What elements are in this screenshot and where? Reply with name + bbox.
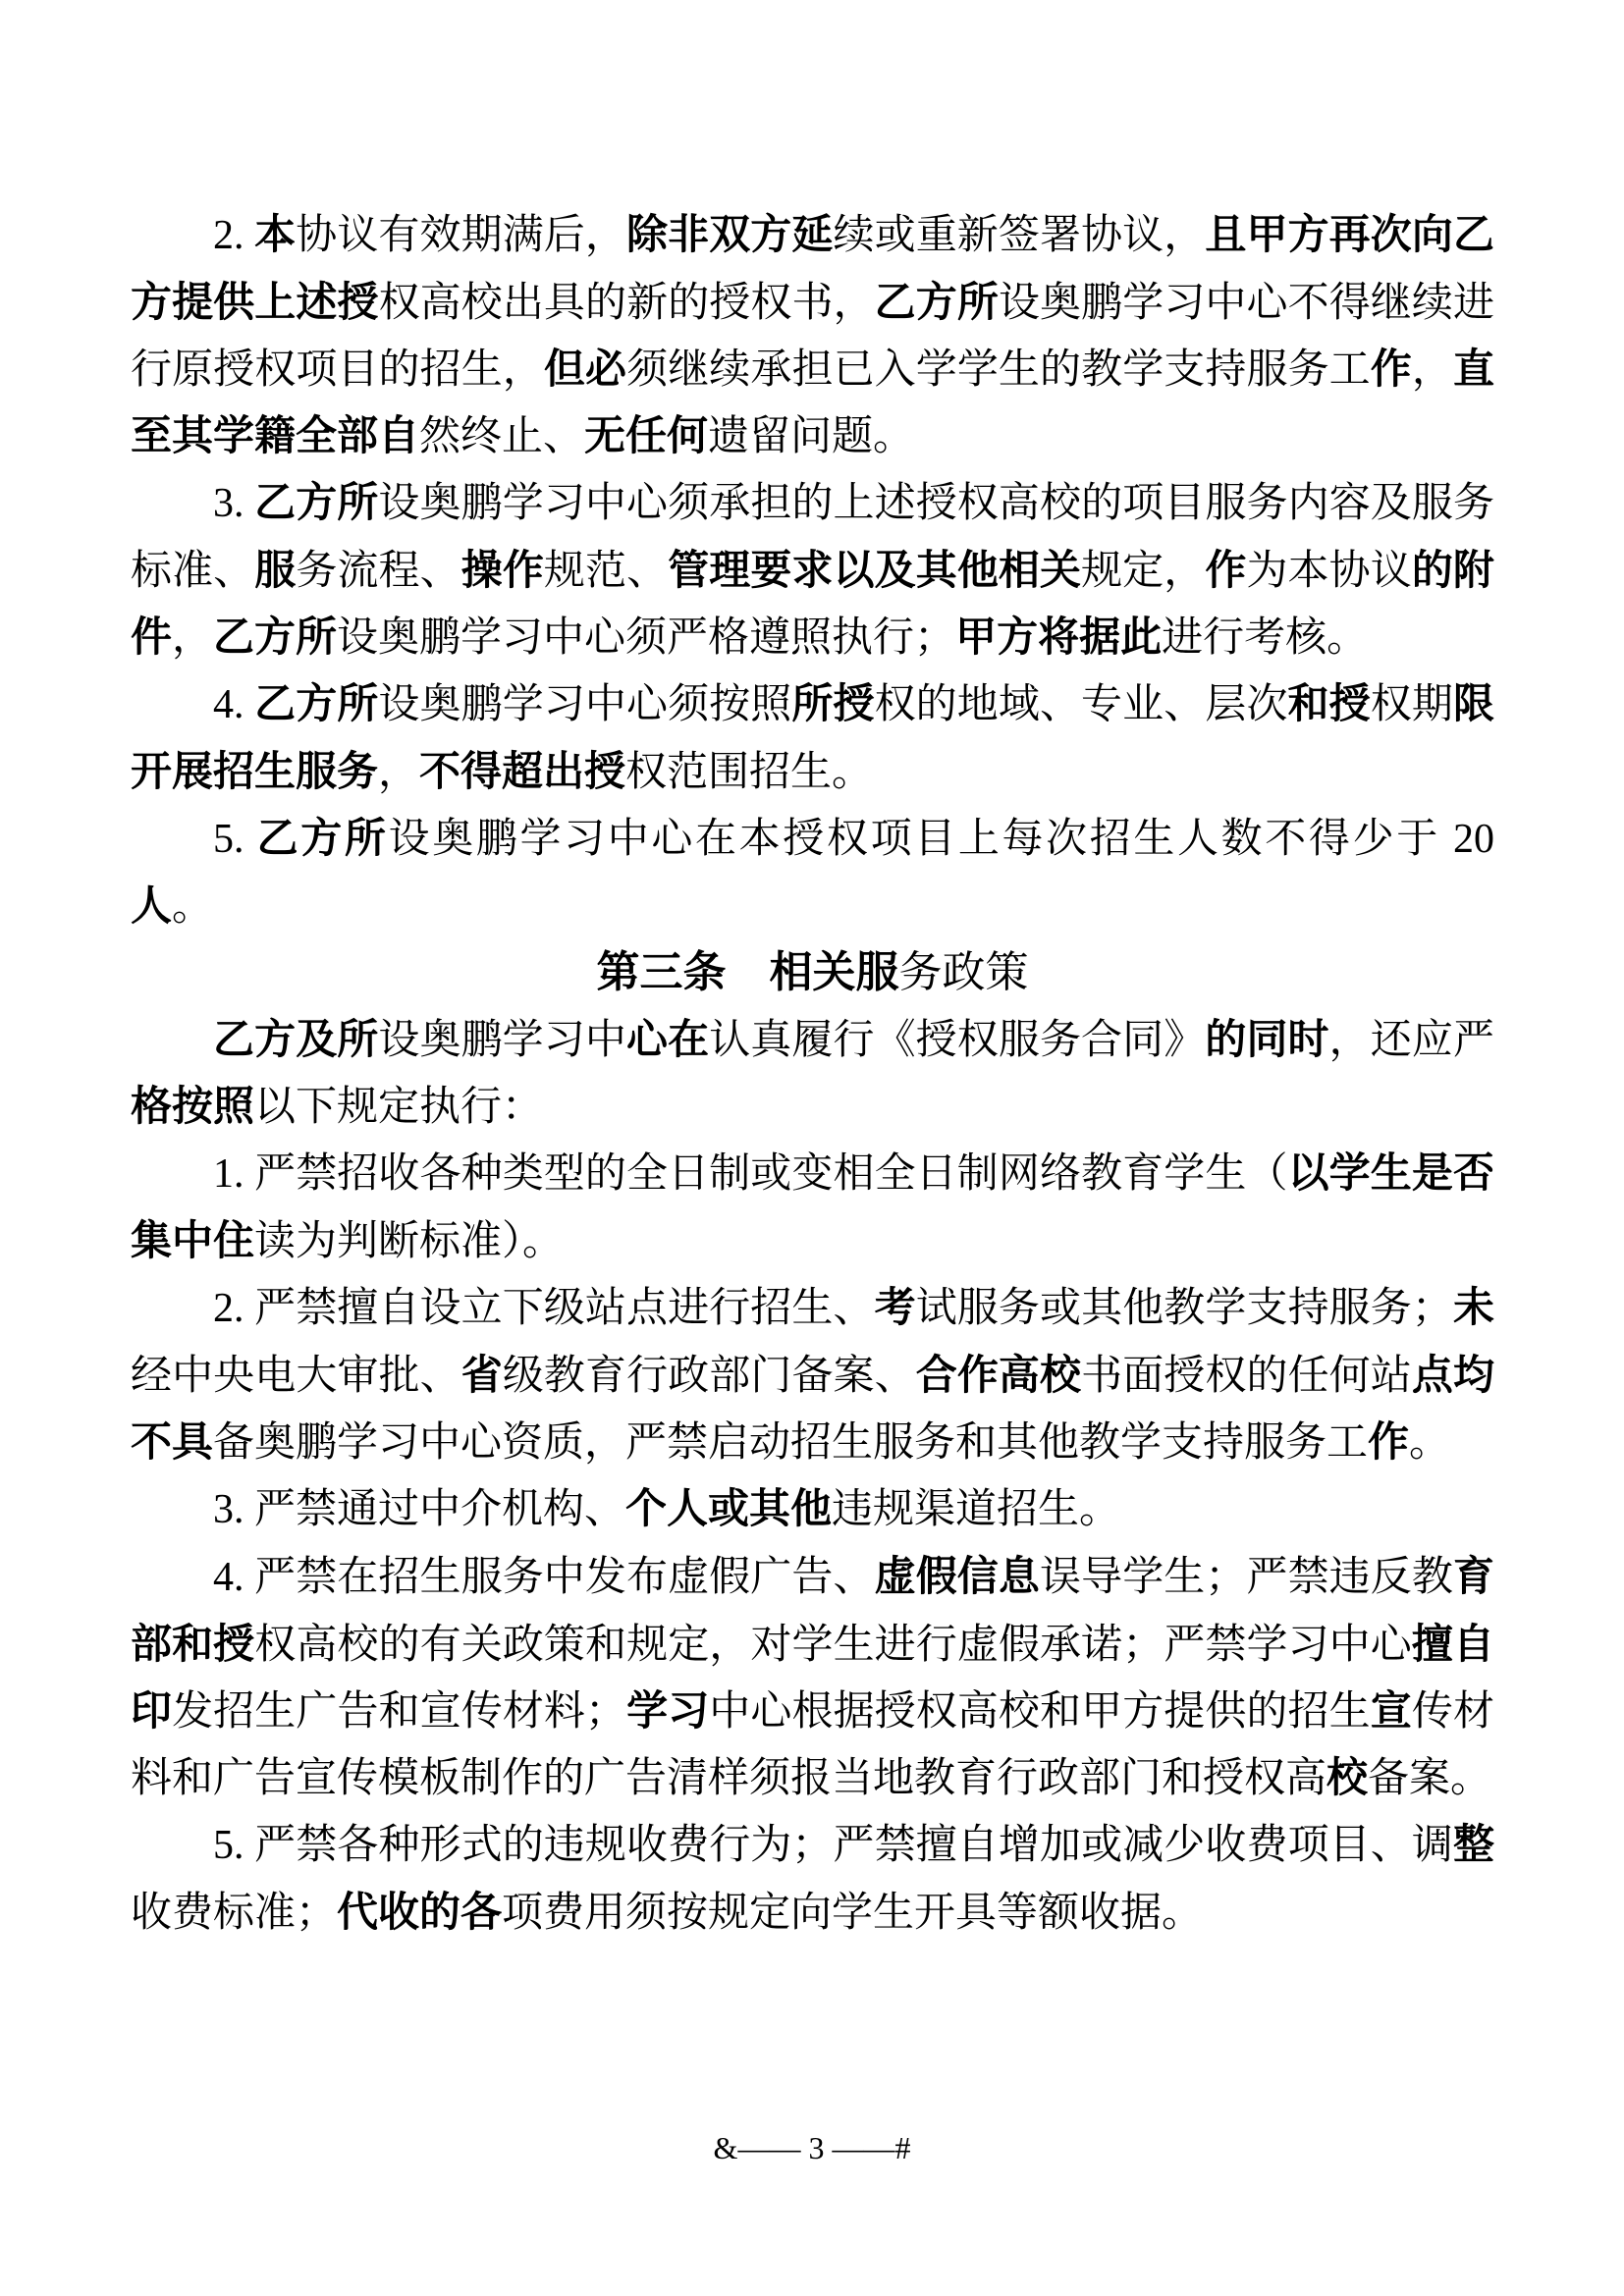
text-run: 。 (1409, 1418, 1451, 1465)
text-run: 虚假信息 (874, 1553, 1040, 1599)
text-run: 点均不具 (131, 1352, 1494, 1465)
text-run: 20 (1439, 817, 1494, 862)
text-run: 乙方及所 (213, 1016, 379, 1062)
text-run: 甲方将据此 (955, 614, 1163, 660)
text-run: 权期 (1370, 680, 1453, 726)
text-run: ， (378, 748, 420, 794)
text-run: 。 (172, 882, 214, 929)
text-run: 备奥鹏学习中心资质，严禁启动招生服务和其他教学支持服务工 (213, 1418, 1369, 1465)
policy-5 (131, 1811, 1494, 1946)
text-run: 4. (213, 682, 255, 727)
text-run: 设奥鹏学习中 (378, 1016, 626, 1062)
text-run: 规范、 (543, 547, 669, 593)
text-run: 认真履行《授权服务合同》 (709, 1016, 1206, 1062)
text-run: 设奥鹏学习中心须承担的上述授权高校的项目服务内容及服务标准、 (131, 479, 1494, 593)
text-run: 个人或其他 (625, 1485, 833, 1531)
text-run: 乙方所 (213, 614, 338, 660)
text-run: 的同时 (1205, 1016, 1329, 1062)
text-run: 作 (1368, 1418, 1410, 1465)
text-run: 以下规定执行： (254, 1083, 544, 1129)
text-run: 乙方所 (254, 680, 379, 726)
clause-2 (131, 201, 1494, 469)
text-run: 第三条 (596, 948, 727, 996)
text-run: ， (172, 614, 214, 660)
text-run: 考 (874, 1284, 916, 1330)
text-run: 乙方所 (254, 479, 379, 525)
text-run: 书面授权的任何站 (1081, 1352, 1412, 1398)
text-run: 和授 (1287, 680, 1371, 726)
text-run: 设奥鹏学习中心须按照 (378, 680, 792, 726)
text-run: 且甲方再次向 (1205, 211, 1453, 257)
text-run: 项费用须按规定向学生开具等额收据。 (502, 1889, 1204, 1935)
text-run: 收费标准； (131, 1889, 338, 1935)
text-run: ， (1411, 346, 1453, 392)
text-run: 否集中住 (131, 1149, 1494, 1263)
text-run: 限开展招生服务 (131, 680, 1494, 794)
text-run: 5. (213, 817, 257, 862)
text-run: 然终止、 (419, 412, 585, 458)
text-run: 中心根据授权高校和甲方提供的招生 (709, 1687, 1371, 1734)
text-run: 权高校出具的新的授权书， (378, 279, 875, 325)
text-run: 以学生是 (1287, 1149, 1453, 1196)
text-run: 试服务或其他教学支持服务； (915, 1284, 1453, 1330)
text-run: 严禁在招生服务中发布虚假广告、 (254, 1553, 875, 1599)
text-run: 的附件 (131, 547, 1494, 660)
text-run: 学习 (626, 1687, 710, 1734)
text-run: 乙方所 (256, 815, 389, 861)
policy-4 (131, 1543, 1494, 1811)
text-run: 管理要求以及其他相关 (668, 547, 1082, 593)
text-run: 读为判断标准）。 (254, 1217, 565, 1263)
policy-1 (131, 1140, 1494, 1274)
text-run: 本 (254, 211, 297, 257)
text-run: 作 (1370, 346, 1412, 392)
text-run: 人 (131, 882, 173, 929)
text-run: 严禁各种形式的违规收费行为；严禁擅自增加或减少收费项目、调 (254, 1821, 1453, 1867)
text-run: 严禁通过中介机构、 (254, 1485, 626, 1531)
text-run: 务流程、 (296, 547, 461, 593)
text-run: 须继续承担已入学学生的教学支持服务工 (626, 346, 1371, 392)
text-run: 发招生广告和宣传材料； (172, 1687, 627, 1734)
text-run: 设奥鹏学习中心在本授权项目上每次招生人数不得少于 (388, 815, 1440, 861)
text-run: 为本协议 (1246, 547, 1412, 593)
text-run: 除非双方延 (626, 211, 834, 257)
text-run: 代收的各 (337, 1889, 503, 1935)
policy-3 (131, 1475, 1494, 1543)
text-run: 操作 (460, 547, 544, 593)
text-run: 经中央电大审批、 (131, 1352, 461, 1398)
text-run: 擅自印 (131, 1621, 1494, 1734)
clause-4 (131, 670, 1494, 805)
clause-5 (131, 805, 1494, 939)
text-run: 违规渠道招生。 (832, 1485, 1121, 1531)
policy-2 (131, 1274, 1494, 1475)
text-run: 育部和授 (131, 1553, 1494, 1667)
text-run: 权高校的有关政策和规定，对学生进行虚假承诺；严禁学习中心 (254, 1621, 1412, 1667)
text-run: 直至其学籍全部自 (131, 346, 1494, 458)
text-run: ，还应严 (1328, 1016, 1494, 1062)
text-run: 3. (213, 481, 255, 526)
text-run: 但必 (543, 346, 627, 392)
text-run: 遗留问题。 (708, 412, 915, 458)
text-run: 2. (213, 213, 255, 258)
text-run: 相关服 (769, 948, 899, 996)
text-run: 省 (460, 1352, 503, 1398)
text-run: 进行考核。 (1162, 614, 1369, 660)
text-run: 协议有效期满后， (296, 211, 626, 257)
text-run: 乙方提供上述授 (131, 211, 1494, 325)
article-3-intro (131, 1006, 1494, 1140)
text-run: 2. (213, 1286, 255, 1331)
text-run: 4. (213, 1555, 255, 1600)
text-run: 所授 (791, 680, 875, 726)
text-run: 3. (213, 1487, 254, 1532)
text-run: 校 (1326, 1754, 1369, 1800)
text-run: 严禁擅自设立下级站点进行招生、 (254, 1284, 875, 1330)
text-run: 作 (1205, 547, 1247, 593)
text-run: 务政策 (898, 948, 1029, 996)
text-run: 未 (1452, 1284, 1494, 1330)
article-3-heading (131, 939, 1494, 1006)
text-run: 1. (213, 1151, 255, 1197)
text-run: 传材料和广告宣传模板制作的广告清样须报当地教育行政部门和授权高 (131, 1687, 1494, 1800)
text-run: 格按照 (131, 1083, 255, 1129)
clause-3 (131, 469, 1494, 670)
text-run: 续或重新签署协议， (833, 211, 1206, 257)
text-run: 权的地域、专业、层次 (874, 680, 1288, 726)
text-run: 服 (254, 547, 297, 593)
text-run: 备案。 (1368, 1754, 1492, 1800)
text-run: 规定， (1081, 547, 1206, 593)
text-run: 误导学生；严禁违反教 (1040, 1553, 1453, 1599)
text-run (727, 948, 770, 996)
text-run: 设奥鹏学习中心不得继续进行原授权项目的招生， (131, 279, 1494, 392)
text-run: 严禁招收各种类型的全日制或变相全日制网络教育学生（ (254, 1149, 1288, 1196)
text-run: 不得超出授 (419, 748, 626, 794)
text-run: 级教育行政部门备案、 (502, 1352, 916, 1398)
text-run: 合作高校 (915, 1352, 1082, 1398)
page-number-footer: &—— 3 ——# (713, 2130, 911, 2165)
text-run: 心在 (625, 1016, 710, 1062)
text-run: 无任何 (584, 412, 709, 458)
text-run: 权范围招生。 (625, 748, 874, 794)
text-run: 宣 (1370, 1687, 1412, 1734)
text-run: 整 (1452, 1821, 1494, 1867)
text-run: 设奥鹏学习中心须严格遵照执行； (337, 614, 956, 660)
text-run: 乙方所 (874, 279, 999, 325)
text-run: 5. (213, 1823, 255, 1868)
